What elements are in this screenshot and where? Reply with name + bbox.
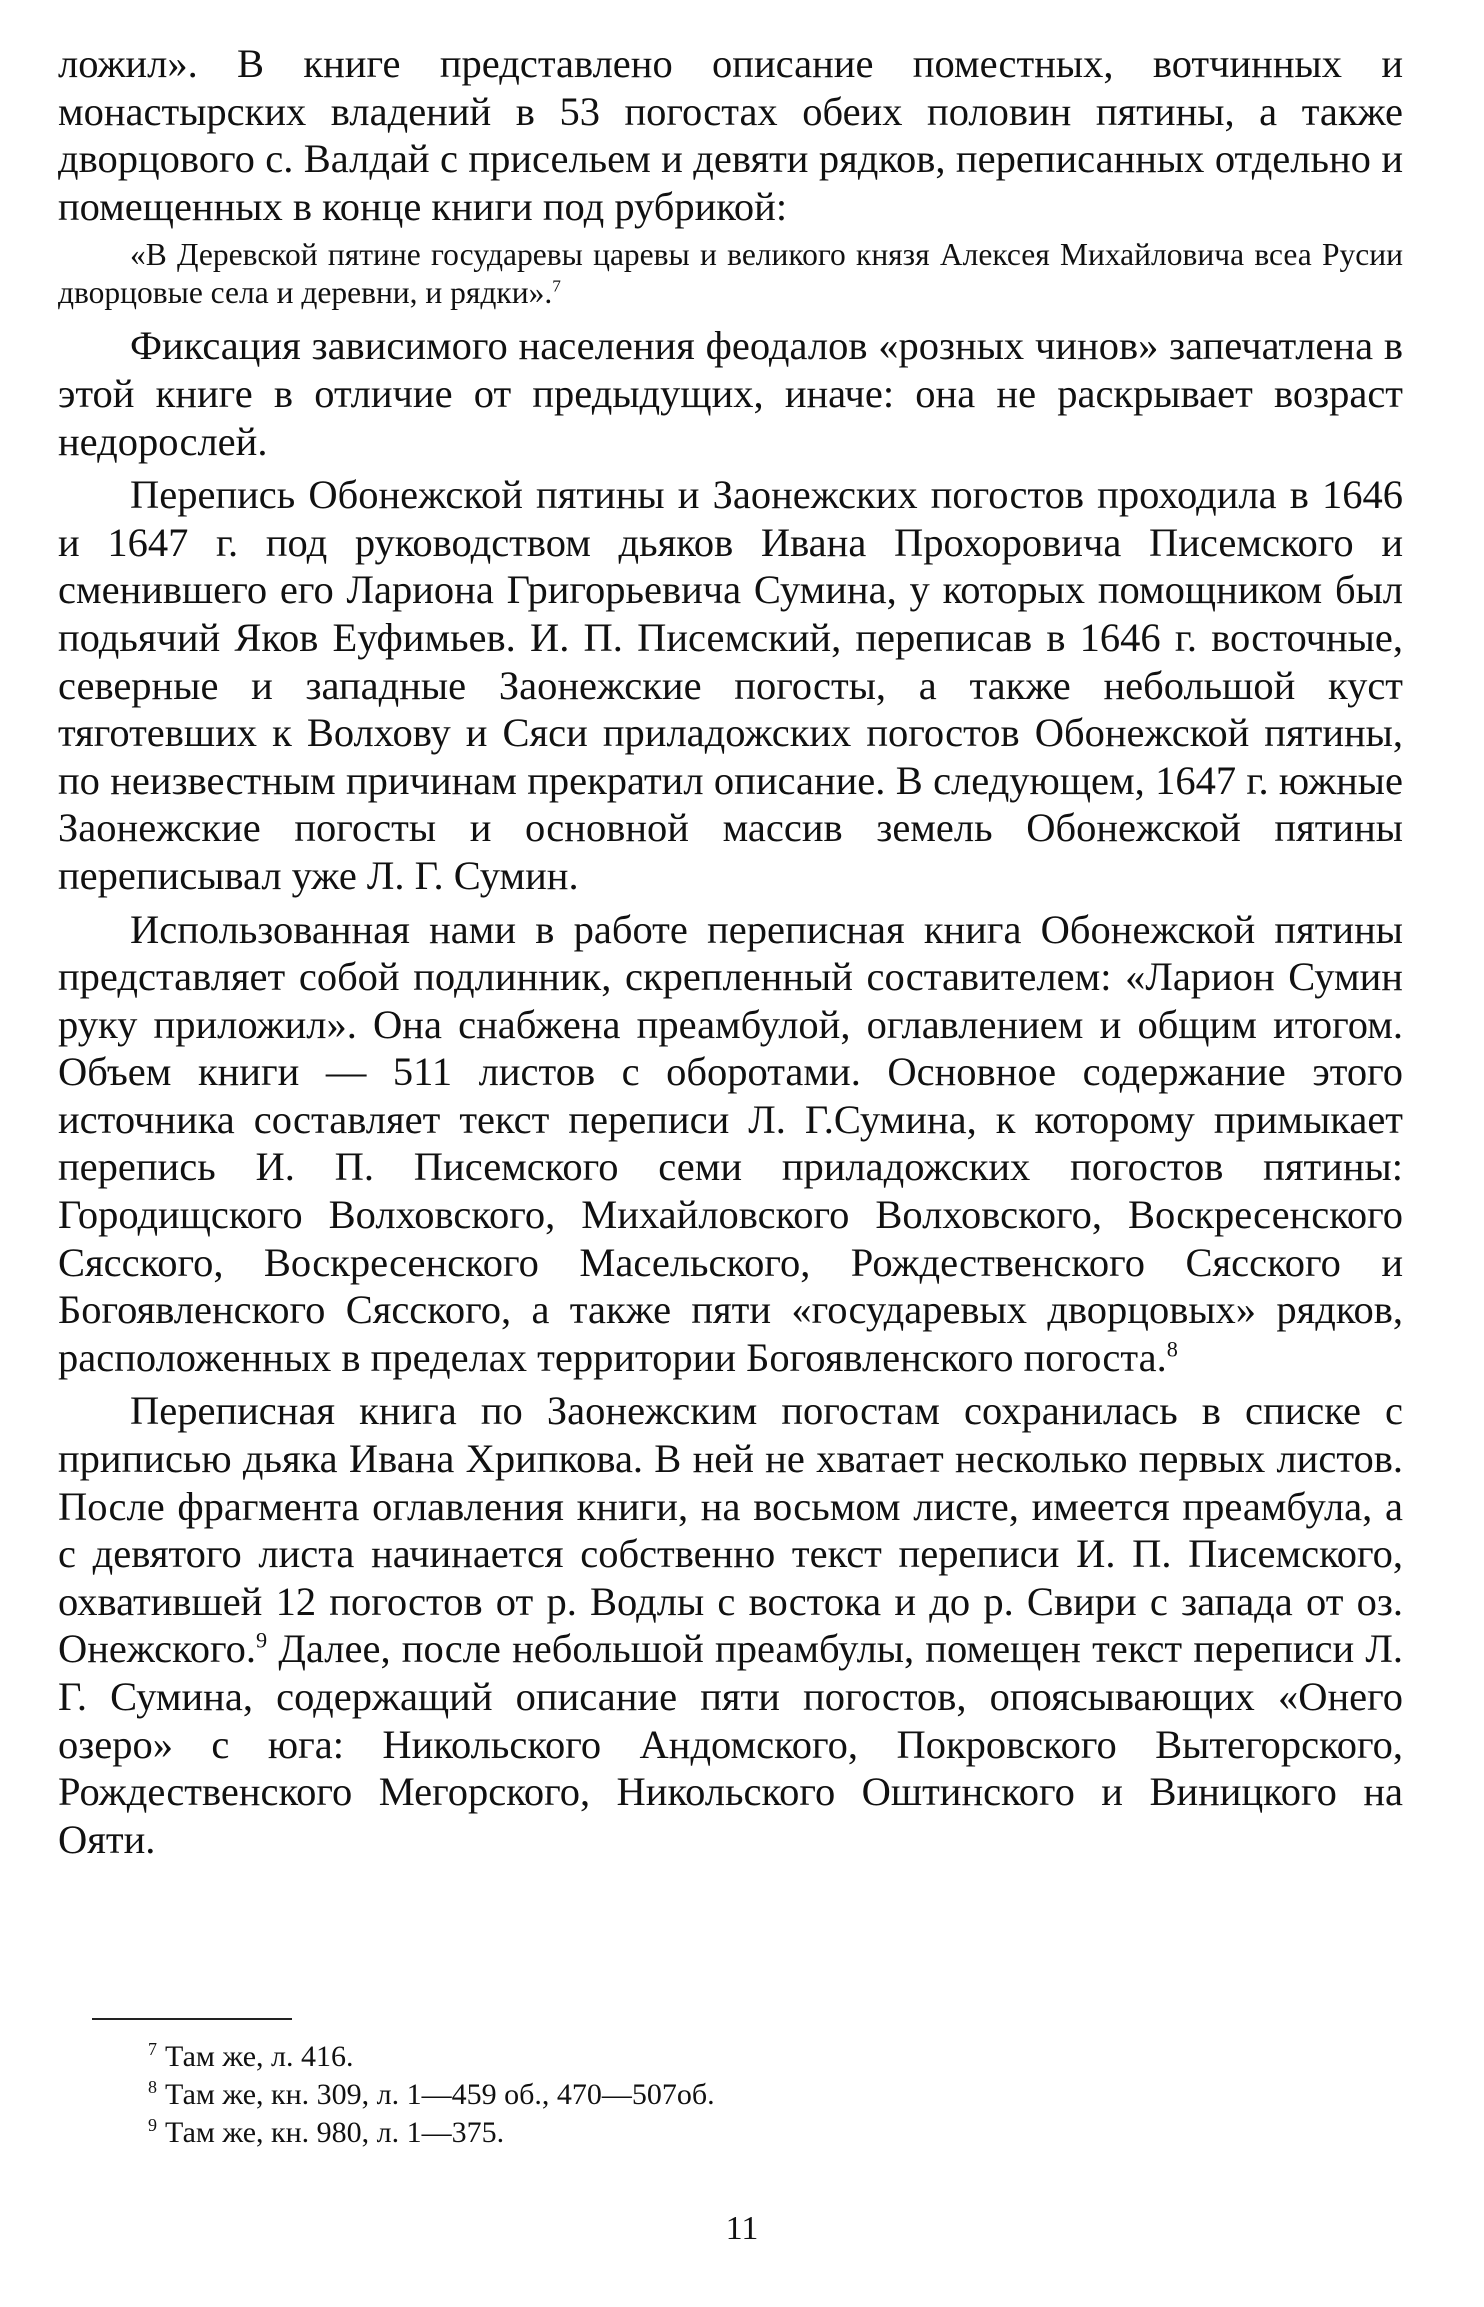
footnote-text: Там же, кн. 309, л. 1—459 об., 470—507об. [165,2078,715,2111]
footnote-number: 7 [148,2039,157,2059]
footnote-ref-8: 8 [1166,1336,1178,1362]
paragraph-continuation: ложил». В книге представлено описание поместных, вотчинных и монастырских владений в 53 погостах обеих половин пятины, а также дворцового с. Валдай с присельем и девяти рядков, переписанных отдельно и помещенных в конце книги под рубрикой: [58,41,1403,229]
paragraph-obonezh-text: Использованная нами в работе переписная книга Обонежской пятины представляет собой подлинник, скрепленный составителем: «Ларион Сумин руку приложил». Она снабжена преамбулой, оглавлением и общим итогом. Объем книги — 511 листов с оборотами. Основное содержание этого источника составляет текст переписи Л. Г.Сумина, к которому примыкает перепись И. П. Писемского семи приладожских погостов пятины: Городищского Волховского, Михайловского Волховского, Воскресенского Сясского, Воскресенского Масельского, Рождественского Сясского и Богоявленского Сясского, а также пяти «государевых дворцовых» рядков, расположенных в пределах территории Богоявленского погоста. [58,906,1403,1380]
footnote-7 [148,2038,715,2076]
footnote-text: Там же, кн. 980, л. 1—375. [165,2116,505,2149]
footnote-divider [92,2018,292,2020]
page-number: 11 [725,2210,759,2247]
footnote-number: 8 [148,2077,157,2097]
paragraph-zaonezh-text-a: Переписная книга по Заонежским погостам сохранилась в списке с приписью дьяка Ивана Хрипкова. В ней не хватает несколько первых листов. После фрагмента оглавления книги, на восьмом листе, имеется преамбула, а с девятого листа начинается собственно текст переписи И. П. Писемского, охватившей 12 погостов от р. Водлы с востока и до р. Свири с запада от оз. Онежского. [58,1388,1403,1672]
main-text [58,40,1403,1863]
paragraph-fixation: Фиксация зависимого населения феодалов «розных чинов» запечатлена в этой книге в отличие от предыдущих, иначе: она не раскрывает возраст недорослей. [58,323,1403,464]
footnote-ref-9: 9 [255,1627,268,1653]
footnote-ref-7: 7 [552,276,561,296]
footnotes [148,2038,715,2152]
paragraph-zaonezh-book [58,1387,1403,1863]
paragraph-census: Перепись Обонежской пятины и Заонежских погостов проходила в 1646 и 1647 г. под руководством дьяков Ивана Прохоровича Писемского и сменившего его Лариона Григорьевича Сумина, у которых помощником был подьячий Яков Еуфимьев. И. П. Писемский, переписав в 1646 г. восточные, северные и западные Заонежские погосты, а также небольшой куст тяготевших к Волхову и Сяси приладожских погостов Обонежской пятины, по неизвестным причинам прекратил описание. В следующем, 1647 г. южные Заонежские погосты и основной массив земель Обонежской пятины переписывал уже Л. Г. Сумин. [58,472,1403,898]
footnote-9 [148,2114,715,2152]
paragraph-zaonezh-text-b: Далее, после небольшой преамбулы, помещен текст переписи Л. Г. Сумина, содержащий описание пяти погостов, опоясывающих «Онего озеро» с юга: Никольского Андомского, Покровского Вытегорского, Рождественского Мегорского, Никольского Оштинского и Виницкого на Ояти. [58,1626,1403,1862]
block-quote [58,236,1403,312]
paragraph-obonezh-book [58,906,1403,1382]
quote-text: «В Деревской пятине государевы царевы и великого князя Алексея Михайловича всеа Русии дворцовые села и деревни, и рядки». [58,237,1403,311]
footnote-8 [148,2076,715,2114]
footnote-text: Там же, л. 416. [165,2040,354,2073]
footnote-number: 9 [148,2115,157,2135]
